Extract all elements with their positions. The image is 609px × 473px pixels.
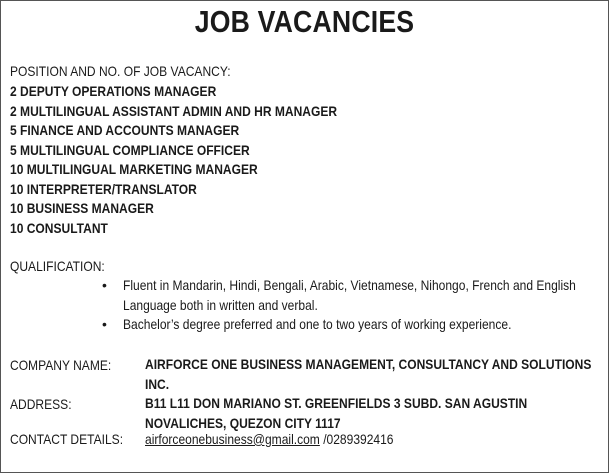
position-item: 10 BUSINESS MANAGER [10, 200, 154, 216]
position-item: 10 INTERPRETER/TRANSLATOR [10, 180, 197, 197]
qualification-text: Fluent in Mandarin, Hindi, Bengali, Arabic, Vietnamese, Nihongo, French and English Language both in written and verbal. [123, 277, 576, 313]
qualification-heading: QUALIFICATION: [10, 258, 105, 274]
company-value: AIRFORCE ONE BUSINESS MANAGEMENT, CONSULTANCY AND SOLUTIONS INC. [145, 356, 592, 392]
position-item: 10 MULTILINGUAL MARKETING MANAGER [10, 161, 258, 177]
bullet-icon: • [102, 277, 107, 293]
company-label: COMPANY NAME: [10, 357, 112, 373]
qualification-item [100, 276, 600, 315]
email-link[interactable]: airforceonebusiness@gmail.com [145, 431, 320, 447]
contact-value [145, 431, 393, 447]
qualification-item [100, 315, 600, 335]
position-item: 10 CONSULTANT [10, 219, 108, 236]
qualification-text: Bachelor’s degree preferred and one to two years of working experience. [123, 316, 512, 332]
position-item: 5 MULTILINGUAL COMPLIANCE OFFICER [10, 141, 250, 158]
position-item: 5 FINANCE AND ACCOUNTS MANAGER [10, 122, 240, 138]
page-title: JOB VACANCIES [194, 4, 415, 39]
positions-heading: POSITION AND NO. OF JOB VACANCY: [10, 63, 231, 79]
qualification-list [100, 276, 600, 335]
position-item: 2 MULTILINGUAL ASSISTANT ADMIN AND HR MANAGER [10, 102, 338, 119]
positions-list [10, 82, 390, 238]
position-item: 2 DEPUTY OPERATIONS MANAGER [10, 83, 217, 99]
bullet-icon: • [102, 316, 107, 332]
phone-number: /0289392416 [319, 431, 394, 447]
address-value: B11 L11 DON MARIANO ST. GREENFIELDS 3 SUBD. SAN AGUSTIN NOVALICHES, QUEZON CITY 1117 [145, 395, 528, 431]
contact-label: CONTACT DETAILS: [10, 431, 124, 447]
address-label: ADDRESS: [10, 396, 72, 412]
